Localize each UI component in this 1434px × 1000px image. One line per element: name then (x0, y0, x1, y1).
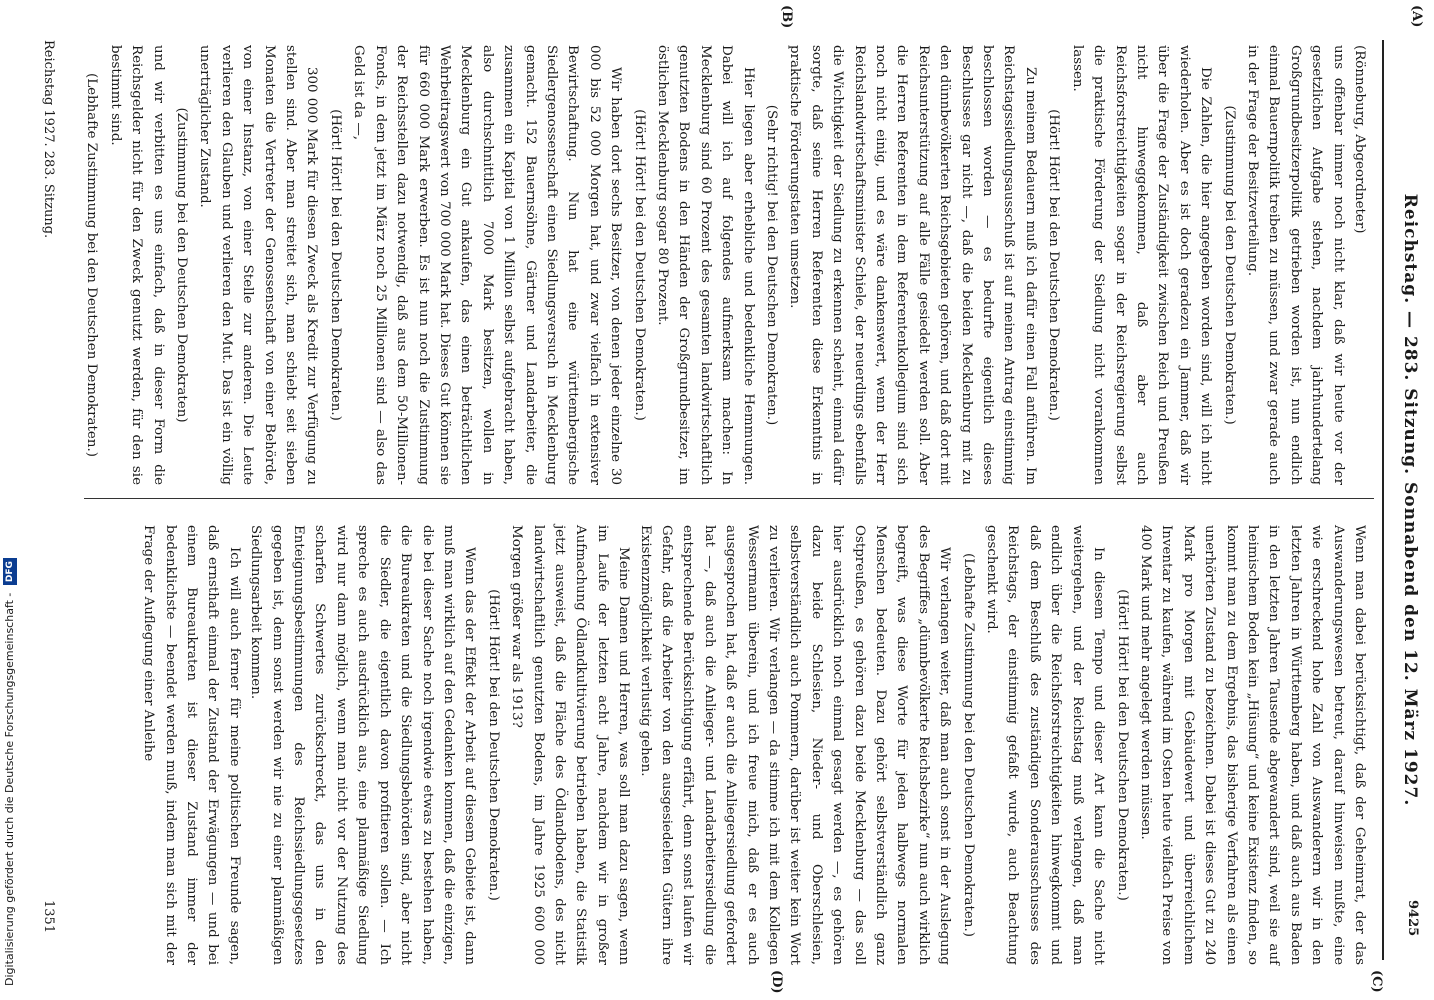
header-title: Reichstag. — 283. Sitzung. Sonnabend den 12. März 1927. (1400, 193, 1420, 807)
interjection: (Hört! Hört! bei den Deutschen Demokraten.) (327, 109, 343, 421)
paragraph: uns offenbar immer noch nicht klar, daß wir heute vor der gesetzlichen Aufgabe stehen, nachdem jahrhundertelang Großgrundbesitzerpolitik getrieben worden ist, nun endlich einmal Bauernpolitik treiben zu müssen, und zwar gerade auch in der Frage der Besitzverteilung. (1244, 45, 1346, 485)
interjection: (Hört! Hört! bei den Deutschen Demokraten.) (631, 109, 647, 421)
footer-left: Reichstag 1927. 283. Sitzung. (41, 40, 56, 239)
margin-marker-c: (C) (1369, 970, 1384, 993)
paragraph: Die Zahlen, die hier angegeben worden sind, will ich nicht wiederholen. Aber es ist doch geradezu ein Jammer, daß wir über die Frage der Zuständigkeit zwischen Reich und Preußen nicht hinweggekommen, daß aber auch Reichsforstreichtigkeiten sogar in der Reichsregierung selbst die praktische Förderung der Siedlung nicht vorankommen lassen. (1069, 45, 1214, 485)
paragraph: 300 000 Mark für diesen Zweck als Kredit zur Verfügung zu stellen sind. Aber man streitet sich, man schiebt seit sieben Monaten die Vertreter der Genossenschaft von einer Behörde, von einer Instanz, von einer Stelle zur anderen. Die Leute verlieren den Glauben und verlieren den Mut. Das ist ein völlig unerträglicher Zustand. (197, 45, 320, 485)
paragraph: Wenn man dabei berücksichtigt, daß der Geheimrat, der das Auswanderungswesen betreut, darauf hinweisen mußte, eine wie erschreckend hohe Zahl von Auswanderern wir in den letzten Jahren in Württemberg haben, und daß auch aus Baden in den letzten Jahren Tausende abgewandert sind, weil sie auf heimischem Boden kein „Hüsung“ und keine Existenz finden, so kommt man zu dem Ergebnis, das bisherige Verfahren als einen unerhörten Zustand zu bezeichnen. Dabei ist dieses Gut zu 240 Mark pro Morgen mit Gebäudewert und überreichlichem Inventar zu kaufen, während im Osten heute vielfach Preise von 400 Mark und mehr angelegt werden müssen. (1137, 525, 1367, 965)
paragraph: Hier liegen aber erhebliche und bedenkliche Hemmungen. Dabei will ich auf folgendes aufmerksam machen: In Mecklenburg sind 60 Prozent des gesamten landwirtschaftlich genutzten Bodens in den Händen der Großgrundbesitzer, im östlichen Mecklenburg sogar 80 Prozent. (655, 45, 756, 485)
dfg-credit-strip (0, 0, 20, 988)
left-column (79, 45, 1370, 485)
dfg-logo: DFG (3, 558, 17, 585)
paragraph: Zu meinem Bedauern muß ich dafür einen Fall anführen. Im Reichstagssiedlungsausschuß ist auf meinen Antrag einstimmig beschlossen worden — es bedurfte eigentlich dieses Beschlusses gar nicht —, daß die beiden Mecklenburg mit zu den dünnbevölkerten Reichsgebieten gehören, und daß dort mit Reichsunterstützung auf alle Fälle gesiedelt werden soll. Aber die Herren Referenten in dem Referentenkollegium sind sich noch nicht einig, und es wäre dankenswert, wenn der Herr Reichslandwirtschaftsminister Schiele, der neuerdings ebenfalls die Wichtigkeit der Siedlung zu erkennen scheint, einmal dafür sorgte, daß seine Herren Referenten diese Erkenntnis in praktische Förderungstaten umsetzen. (787, 45, 1038, 485)
paragraph: Wir verlangen weiter, daß man auch sonst in der Auslegung des Begriffes „dünnbevölkerte Reichsbezirke“ nun auch wirklich begreift, was diese Worte für jeden halbwegs normalen Menschen bedeuten. Dazu gehört selbstverständlich ganz Ostpreußen, es gehören dazu beide Mecklenburg — das soll hier ausdrücklich noch einmal gesagt werden —, es gehören dazu beide Schlesien, Nieder- und Oberschlesien, selbstverständlich auch Pommern, darüber ist weiter kein Wort zu verlieren. Wir verlangen — da stimme ich mit dem Kollegen Wessermann überein, und ich freue mich, daß er es auch ausgesprochen hat, daß er auch die Anliegersiedlung gefordert hat —, daß auch die Anlieger- und Landarbeitersiedlung die entsprechende Berücksichtigung erfährt, denn sonst laufen wir Gefahr, daß die Arbeiter von den ausgesiedelten Gütern ihre Existenzmöglichkeit verlustig gehen. (637, 525, 953, 965)
right-column (138, 525, 1370, 965)
footer-page-number: 1351 (41, 900, 56, 934)
paragraph: In diesem Tempo und dieser Art kann die Sache nicht weitergehen, und der Reichstag muß verlangen, daß man endlich über die Reichsforstreichtigkeiten hinwegkommt und daß dem Beschluß des zuständigen Sonderausschusses des Reichstags, der einstimmig gefaßt wurde, auch Beachtung geschenkt wird. (984, 525, 1107, 965)
interjection: (Hört! Hört! bei den Deutschen Demokraten.) (485, 589, 501, 901)
interjection: (Lebhafte Zustimmung bei den Deutschen Demokraten.) (960, 553, 976, 937)
interjection: (Hört! Hört! bei den Deutschen Demokraten.) (1114, 589, 1130, 901)
interjection: (Hört! Hört! bei den Deutschen Demokraten.) (1046, 109, 1062, 421)
interjection: (Zustimmung bei den Deutschen Demokraten.) (1221, 105, 1237, 425)
paragraph: Ich will auch ferner für meine politischen Freunde sagen, daß ernsthaft einmal der Zustand der Erwägungen — und bei einem Bureaukraten ist dieser Zustand immer der bedenklichste — beendet werden muß, indem man sich mit der Frage der Auflegung einer Anleihe (141, 525, 242, 965)
interjection: (Lebhafte Zustimmung bei den Deutschen Demokraten.) (84, 73, 100, 457)
margin-marker-d: (D) (769, 970, 784, 994)
margin-marker-b: (B) (779, 5, 794, 29)
header-rule (1382, 40, 1384, 960)
paragraph: und wir verbitten es uns einfach, daß in dieser Form die Reichsgelder nicht für den Zweck genutzt werden, für den sie bestimmt sind. (107, 45, 166, 485)
interjection: (Sehr richtig! bei den Deutschen Demokraten.) (764, 104, 780, 426)
dfg-credit-text: Digitalisierung gefördert durch die Deutsche Forschungsgemeinschaft - (3, 592, 16, 986)
column-divider (84, 498, 1374, 499)
paragraph: Meine Damen und Herren, was soll man dazu sagen, wenn im Laufe der letzten acht Jahre, nachdem wir in großer Aufmachung Ödlandkultivierung betrieben haben, die Statistik jetzt ausweist, daß die Fläche des Ödlandbodens, des nicht landwirtschaftlich genutzten Bodens, im Jahre 1925 600 000 Morgen größer war als 1913? (509, 525, 632, 965)
interjection: (Zustimmung bei den Deutschen Demokraten) (174, 107, 190, 423)
page-header (1390, 30, 1420, 970)
paragraph: Wir haben dort sechs Besitzer, von denen jeder einzelne 30 000 bis 52 000 Morgen hat, und zwar vielfach in extensiver Bewirtschaftung. Nun hat eine württembergische Siedlergenossenschaft einen Siedlungsversuch in Mecklenburg gemacht. 152 Bauernsöhne, Gärtner und Landarbeiter, die zusammen ein Kapital von 1 Million selbst aufgebracht haben, also durchschnittlich 7000 Mark besitzen, wollen in Mecklenburg ein Gut ankaufen, das einen beträchtlichen Wehrbeitragswert von 700 000 Mark hat. Dieses Gut können sie für 660 000 Mark erwerben. Es ist nun noch die Zustimmung der Reichsstellen dazu notwendig, daß aus dem 50-Millionen-Fonds, in dem jetzt im März noch 25 Millionen sind — also das Geld ist da —, (351, 45, 624, 485)
page-number-top: 9425 (1405, 900, 1420, 937)
paragraph: Wenn das der Effekt der Arbeit auf diesem Gebiete ist, dann muß man wirklich auf den Gedanken kommen, daß die einzigen, die bei dieser Sache noch irgendwie etwas zu bestehen haben, die Bureaukraten und die Siedlungsbehörden sind, aber nicht die Siedler, die eigentlich davon profitieren sollen. — Ich spreche es auch ausdrücklich aus, eine planmäßige Siedlung wird nur dann möglich, wenn man nicht vor der Nutzung des scharfen Schwertes zurückschreckt, das uns in den Enteignungsbestimmungen des Reichssiedlungsgesetzes gegeben ist, denn sonst werden wir nie zu einer planmäßigen Siedlungsarbeit kommen. (248, 525, 478, 965)
paragraph: (Rönneburg, Abgeordneter) (1352, 45, 1367, 234)
margin-marker-a: (A) (1409, 5, 1424, 28)
